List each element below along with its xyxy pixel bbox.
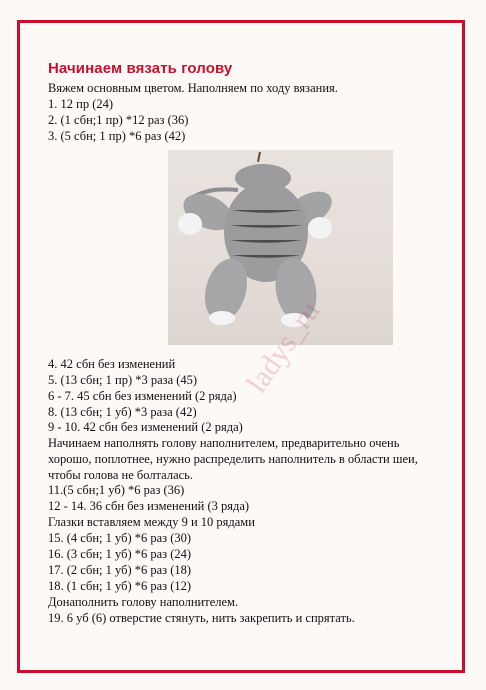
stuffing-paragraph: Начинаем наполнять голову наполнителем, предварительно очень хорошо, поплотнее, нужно распределить наполнитель в области шеи, чтобы голова не болталась. xyxy=(48,436,418,482)
row-instruction: 12 - 14. 36 сбн без изменений (3 ряда) xyxy=(48,499,250,513)
row-instruction: 11.(5 сбн;1 уб) *6 раз (36) xyxy=(48,483,185,497)
instruction-line: Глазки вставляем между 9 и 10 рядами xyxy=(48,515,255,529)
row-instruction: 4. 42 сбн без изменений xyxy=(48,357,176,371)
row-instruction: 15. (4 сбн; 1 уб) *6 раз (30) xyxy=(48,531,192,545)
instruction-line: Донаполнить голову наполнителем. xyxy=(48,595,239,609)
row-instruction: 5. (13 сбн; 1 пр) *3 раза (45) xyxy=(48,373,198,387)
row-instruction: 19. 6 уб (6) отверстие стянуть, нить закрепить и спрятать. xyxy=(48,611,355,625)
row-instruction: 9 - 10. 42 сбн без изменений (2 ряда) xyxy=(48,420,243,434)
row-instruction: 16. (3 сбн; 1 уб) *6 раз (24) xyxy=(48,547,192,561)
row-instruction: 1. 12 пр (24) xyxy=(48,97,114,111)
row-instruction: 6 - 7. 45 сбн без изменений (2 ряда) xyxy=(48,389,237,403)
row-instruction: 3. (5 сбн; 1 пр) *6 раз (42) xyxy=(48,129,186,143)
row-instruction: 18. (1 сбн; 1 уб) *6 раз (12) xyxy=(48,579,192,593)
section-title: Начинаем вязать голову xyxy=(48,60,233,77)
row-instruction: 8. (13 сбн; 1 уб) *3 раза (42) xyxy=(48,405,197,419)
crochet-toy-photo xyxy=(168,150,393,345)
instruction-line: Вяжем основным цветом. Наполняем по ходу вязания. xyxy=(48,81,338,95)
crochet-toy-icon xyxy=(168,150,393,345)
row-instruction: 2. (1 сбн;1 пр) *12 раз (36) xyxy=(48,113,189,127)
row-instruction: 17. (2 сбн; 1 уб) *6 раз (18) xyxy=(48,563,192,577)
